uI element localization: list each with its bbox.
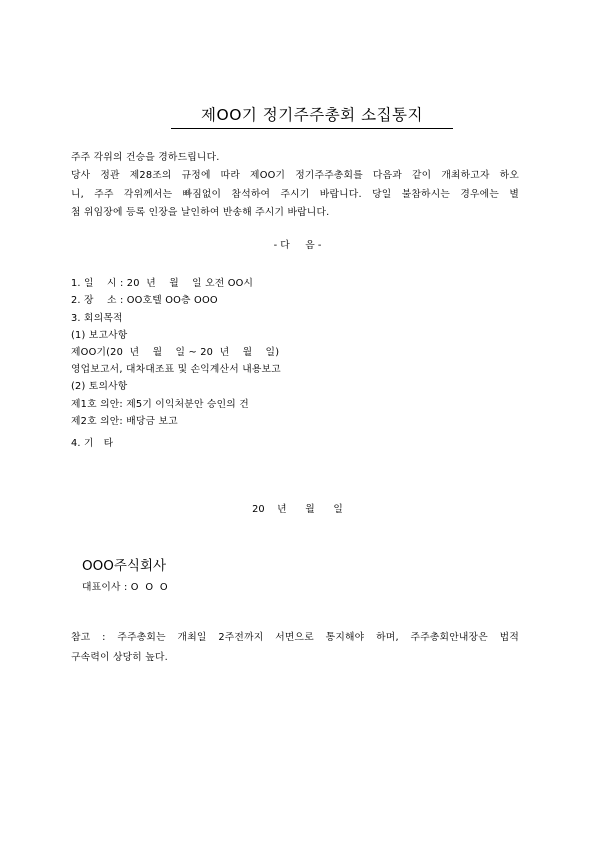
intro-line-1: 당사 정관 제28조의 규정에 따라 제OO기 정기주주총회를 다음과 같이 개최하고자 하오 (71, 170, 519, 181)
item-resolution-2: 제2호 의안: 배당금 보고 (71, 416, 178, 427)
item-report-period: 제OO기(20 년 월 일 ~ 20 년 월 일) (71, 347, 280, 358)
item-resolution-1: 제1호 의안: 제5기 이익처분안 승인의 건 (71, 399, 249, 410)
item-report-contents: 영업보고서, 대차대조표 및 손익계산서 내용보고 (71, 364, 281, 375)
notice-date: 20 년 월 일 (252, 504, 343, 515)
intro-line-2: 니, 주주 각위께서는 빠짐없이 참석하여 주시기 바랍니다. 당일 불참하시는 경우에는 별 (71, 189, 519, 200)
section-divider: - 다 음 - (273, 240, 322, 251)
item-discussion-heading: (2) 토의사항 (71, 381, 128, 392)
company-name: OOO주식회사 (82, 558, 167, 574)
item-report-heading: (1) 보고사항 (71, 330, 128, 341)
item-datetime: 1. 일 시 : 20 년 월 일 오전 OO시 (71, 278, 254, 289)
note-line-1: 참고 : 주주총회는 개최일 2주전까지 서면으로 통지해야 하며, 주주총회안내장은 법적 (71, 632, 519, 643)
note-line-2: 구속력이 상당히 높다. (71, 652, 168, 663)
intro-line-3: 첨 위임장에 등록 인장을 날인하여 반송해 주시기 바랍니다. (71, 207, 330, 218)
item-other: 4. 기 타 (71, 438, 114, 449)
item-venue: 2. 장 소 : OO호텔 OO층 OOO (71, 295, 218, 306)
ceo-line: 대표이사 : O O O (82, 582, 168, 593)
item-agenda-heading: 3. 회의목적 (71, 313, 123, 324)
greeting: 주주 각위의 건승을 경하드립니다. (71, 152, 220, 163)
document-title: 제OO기 정기주주총회 소집통지 (171, 103, 453, 129)
